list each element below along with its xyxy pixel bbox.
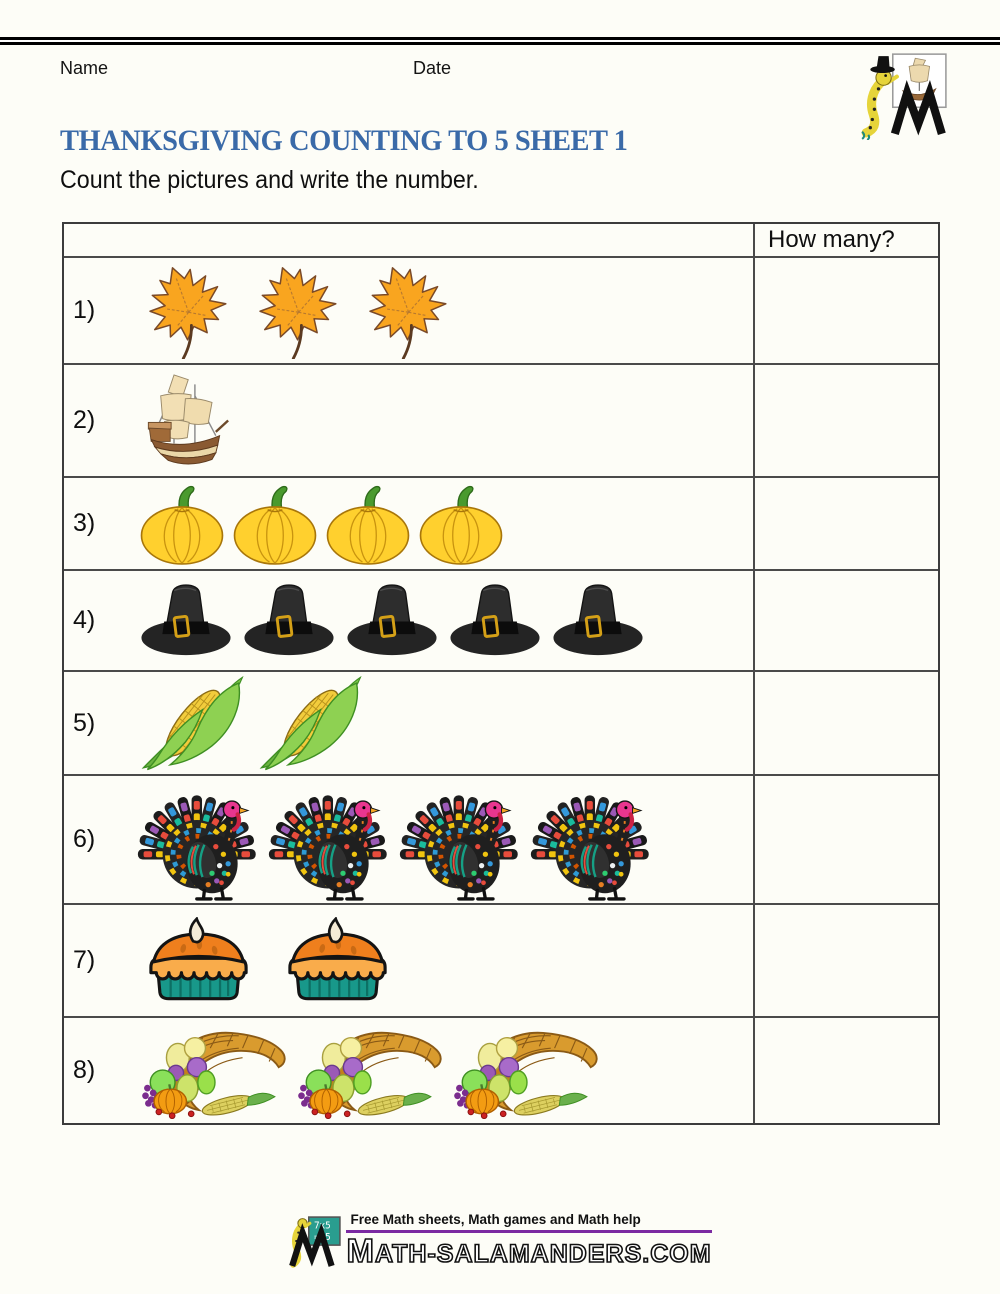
table-row — [64, 363, 938, 476]
cornucopia-image — [136, 1022, 293, 1120]
corn-cob-image — [254, 674, 368, 772]
pilgrim-hat-image — [136, 582, 236, 660]
salamander-blackboard-icon — [288, 1216, 342, 1268]
table-row — [64, 670, 938, 774]
table-row — [64, 256, 938, 363]
pumpkin-image — [415, 481, 507, 566]
pumpkin-image — [229, 481, 321, 566]
table-row — [64, 774, 938, 903]
row-pictures — [136, 776, 753, 903]
answer-cell[interactable] — [753, 478, 938, 569]
footer-site-name: MATH-SALAMANDERS.COM — [346, 1232, 712, 1269]
answer-cell[interactable] — [753, 258, 938, 363]
salamander-pilgrim-logo — [856, 50, 950, 140]
maple-leaf-image — [356, 262, 460, 359]
answer-cell[interactable] — [753, 672, 938, 774]
cornucopia-image — [448, 1022, 605, 1120]
row-pictures — [136, 905, 753, 1016]
pumpkin-image — [322, 481, 414, 566]
answer-cell[interactable] — [753, 1018, 938, 1123]
table-row — [64, 476, 938, 569]
cornucopia-image — [292, 1022, 449, 1120]
table-header-row — [64, 224, 938, 256]
row-pictures — [136, 672, 753, 774]
footer-tagline: Free Math sheets, Math games and Math help — [350, 1212, 641, 1227]
board-text-line2: =35 — [314, 1231, 332, 1243]
footer-underline — [346, 1230, 711, 1233]
turkey-image — [398, 778, 531, 902]
pilgrim-hat-image — [548, 582, 648, 660]
top-divider — [0, 37, 1000, 45]
counting-table — [62, 222, 940, 1125]
pilgrim-hat-image — [239, 582, 339, 660]
table-row — [64, 1016, 938, 1123]
how-many-header: How many? — [753, 224, 938, 256]
pilgrim-hat-image — [342, 582, 442, 660]
instructions: Count the pictures and write the number. — [60, 166, 479, 194]
row-pictures — [136, 1018, 753, 1123]
row-pictures — [136, 365, 753, 476]
corn-cob-image — [136, 674, 250, 772]
pilgrim-hat-image — [445, 582, 545, 660]
answer-cell[interactable] — [753, 571, 938, 670]
board-text-line1: 7x5 — [314, 1220, 332, 1232]
row-number: 1) — [73, 296, 96, 324]
page-title: THANKSGIVING COUNTING TO 5 SHEET 1 — [60, 124, 628, 157]
row-number: 4) — [73, 606, 96, 634]
answer-cell[interactable] — [753, 365, 938, 476]
turkey-image — [136, 778, 269, 902]
row-pictures — [136, 571, 753, 670]
row-number: 6) — [73, 825, 96, 853]
table-row — [64, 903, 938, 1016]
header-empty-cell — [64, 224, 753, 256]
pumpkin-image — [136, 481, 228, 566]
date-label: Date — [413, 58, 452, 78]
row-number: 5) — [73, 708, 96, 737]
footer-logo-block — [0, 1212, 1000, 1269]
row-pictures — [136, 258, 753, 363]
pumpkin-pie-image — [136, 917, 261, 1005]
turkey-image — [267, 778, 400, 902]
row-number: 7) — [73, 946, 96, 974]
maple-leaf-image — [246, 262, 350, 359]
maple-leaf-image — [136, 262, 240, 359]
row-pictures — [136, 478, 753, 569]
row-number: 3) — [73, 509, 96, 537]
name-label: Name — [60, 58, 109, 78]
turkey-image — [529, 778, 662, 902]
row-number: 8) — [73, 1056, 96, 1084]
table-row — [64, 569, 938, 670]
pumpkin-pie-image — [275, 917, 400, 1005]
answer-cell[interactable] — [753, 905, 938, 1016]
row-number: 2) — [73, 406, 96, 434]
mayflower-ship-image — [136, 371, 231, 471]
answer-cell[interactable] — [753, 776, 938, 903]
